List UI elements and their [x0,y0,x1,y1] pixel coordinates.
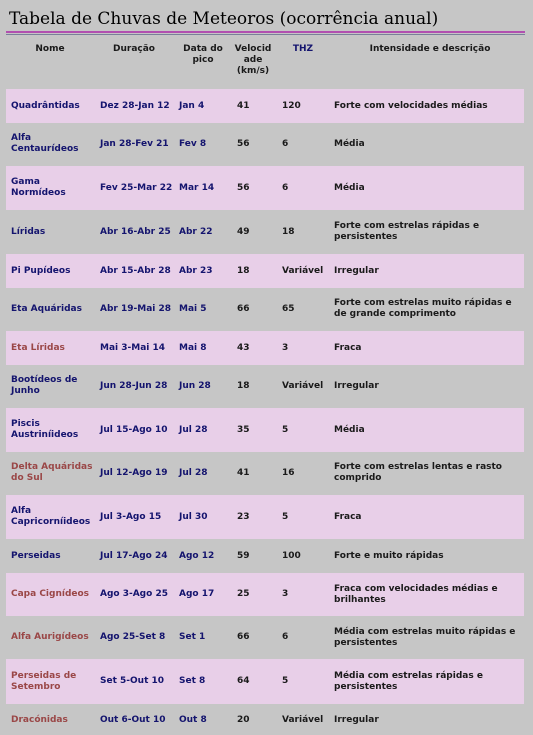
description-cell: Fraca [334,342,362,353]
thz-cell: 3 [282,342,289,353]
peak-date-cell: Out 8 [179,714,207,725]
meteor-name: Quadrântidas [11,100,80,111]
description-cell: Irregular [334,265,379,276]
description-cell: Irregular [334,380,379,391]
peak-date-cell: Jun 28 [179,380,211,391]
velocity-cell: 43 [237,342,250,353]
peak-date-cell: Ago 17 [179,589,215,599]
thz-cell: 5 [282,424,289,435]
duration-cell: Jun 28-Jun 28 [100,380,168,391]
description-cell: Irregular [334,714,379,725]
thz-cell: 3 [282,589,289,599]
description-cell: Forte e muito rápidas [334,551,444,561]
velocity-cell: 59 [237,551,250,561]
velocity-cell: 41 [237,100,250,111]
meteor-name: Capa Cignídeos [11,589,90,599]
duration-cell: Jan 28-Fev 21 [100,138,169,149]
thz-cell: 65 [282,303,295,314]
peak-date-cell: Fev 8 [179,138,207,149]
description-cell: Forte com velocidades médias [334,100,488,111]
description-cell: Média [334,424,365,435]
table-row [6,573,524,616]
thz-cell: 5 [282,676,289,686]
peak-date-cell: Abr 22 [179,226,213,237]
meteor-name: Alfa Aurigídeos [11,632,89,642]
meteor-name: Piscis Austriníideos [11,419,79,440]
meteor-name: Perseidas [11,551,61,561]
velocity-cell: 64 [237,676,250,686]
table-row [6,616,524,659]
header-thz: THZ [292,44,314,54]
thz-cell: 6 [282,632,289,642]
duration-cell: Abr 15-Abr 28 [100,265,171,276]
header-description: Intensidade e descrição [369,44,491,54]
duration-cell: Jul 12-Ago 19 [100,467,168,478]
title-rule [6,31,525,33]
velocity-cell: 23 [237,511,250,522]
duration-cell: Dez 28-Jan 12 [100,100,170,111]
thz-cell: Variável [282,265,324,276]
duration-cell: Ago 25-Set 8 [100,632,166,642]
header-peak: Data do pico [183,44,223,65]
meteor-name: Eta Aquáridas [11,303,82,314]
velocity-cell: 25 [237,589,250,599]
title-rule-shadow [6,34,525,35]
velocity-cell: 35 [237,424,250,435]
meteor-name: Gama Normídeos [11,177,66,198]
description-cell: Média [334,138,365,149]
description-cell: Média com estrelas rápidas e persistentes [334,670,483,692]
peak-date-cell: Jul 28 [179,424,208,435]
duration-cell: Jul 17-Ago 24 [100,551,168,561]
duration-cell: Jul 3-Ago 15 [100,511,162,522]
peak-date-cell: Set 8 [179,676,206,686]
peak-date-cell: Jul 28 [179,467,208,478]
duration-cell: Mai 3-Mai 14 [100,342,166,353]
duration-cell: Fev 25-Mar 22 [100,182,173,193]
description-cell: Forte com estrelas muito rápidas e de grande comprimento [334,298,512,319]
peak-date-cell: Jan 4 [179,100,205,111]
velocity-cell: 18 [237,380,250,391]
table-row [6,659,524,704]
table-row [6,365,524,407]
velocity-cell: 49 [237,226,250,237]
peak-date-cell: Ago 12 [179,551,215,561]
thz-cell: 5 [282,511,289,522]
description-cell: Média [334,182,365,193]
header-name: Nome [35,44,65,54]
meteor-name: Dracónidas [11,714,68,725]
meteor-name: Alfa Capricorníideos [11,506,91,527]
description-cell: Média com estrelas muito rápidas e persistentes [334,626,516,648]
description-cell: Fraca [334,511,362,522]
thz-cell: Variável [282,714,324,725]
peak-date-cell: Mar 14 [179,182,215,193]
table-row [6,408,524,452]
thz-cell: 18 [282,226,295,237]
meteor-name: Alfa Centaurídeos [11,133,79,154]
velocity-cell: 66 [237,303,250,314]
meteor-name: Líridas [11,226,46,237]
duration-cell: Ago 3-Ago 25 [100,589,168,599]
meteor-name: Delta Aquáridas do Sul [11,462,93,483]
table-row [6,211,524,253]
velocity-cell: 56 [237,138,250,149]
thz-cell: Variável [282,380,324,391]
table-row [6,495,524,539]
thz-cell: 100 [282,551,301,561]
duration-cell: Out 6-Out 10 [100,714,166,725]
duration-cell: Jul 15-Ago 10 [100,424,168,435]
peak-date-cell: Mai 5 [179,303,207,314]
page-title: Tabela de Chuvas de Meteoros (ocorrência anual) [9,9,439,29]
table-row [6,331,524,365]
velocity-cell: 20 [237,714,250,725]
meteor-name: Eta Líridas [11,342,65,353]
table-row [6,89,524,123]
peak-date-cell: Set 1 [179,632,206,642]
table-row [6,123,524,165]
velocity-cell: 56 [237,182,250,193]
table-row [6,540,524,573]
thz-cell: 16 [282,467,295,478]
meteor-name: Perseidas de Setembro [11,670,77,692]
description-cell: Forte com estrelas rápidas e persistentes [334,221,480,242]
peak-date-cell: Jul 30 [179,511,208,522]
peak-date-cell: Mai 8 [179,342,207,353]
table-row [6,288,524,330]
table-row [6,452,524,494]
thz-cell: 6 [282,182,289,193]
description-cell: Fraca com velocidades médias e brilhantes [334,583,498,605]
table-row [6,166,524,210]
table-header [0,44,533,88]
table-row [6,254,524,288]
velocity-cell: 18 [237,265,250,276]
thz-cell: 6 [282,138,289,149]
meteor-name: Pi Pupídeos [11,265,71,276]
header-velocity: Velocid ade (km/s) [234,44,272,76]
peak-date-cell: Abr 23 [179,265,213,276]
thz-cell: 120 [282,100,301,111]
meteor-name: Bootídeos de Junho [11,375,78,396]
description-cell: Forte com estrelas lentas e rasto comprido [334,462,502,483]
duration-cell: Abr 19-Mai 28 [100,303,172,314]
duration-cell: Set 5-Out 10 [100,676,165,686]
velocity-cell: 41 [237,467,250,478]
duration-cell: Abr 16-Abr 25 [100,226,171,237]
velocity-cell: 66 [237,632,250,642]
header-duration: Duração [113,44,155,54]
table-row [6,705,524,735]
